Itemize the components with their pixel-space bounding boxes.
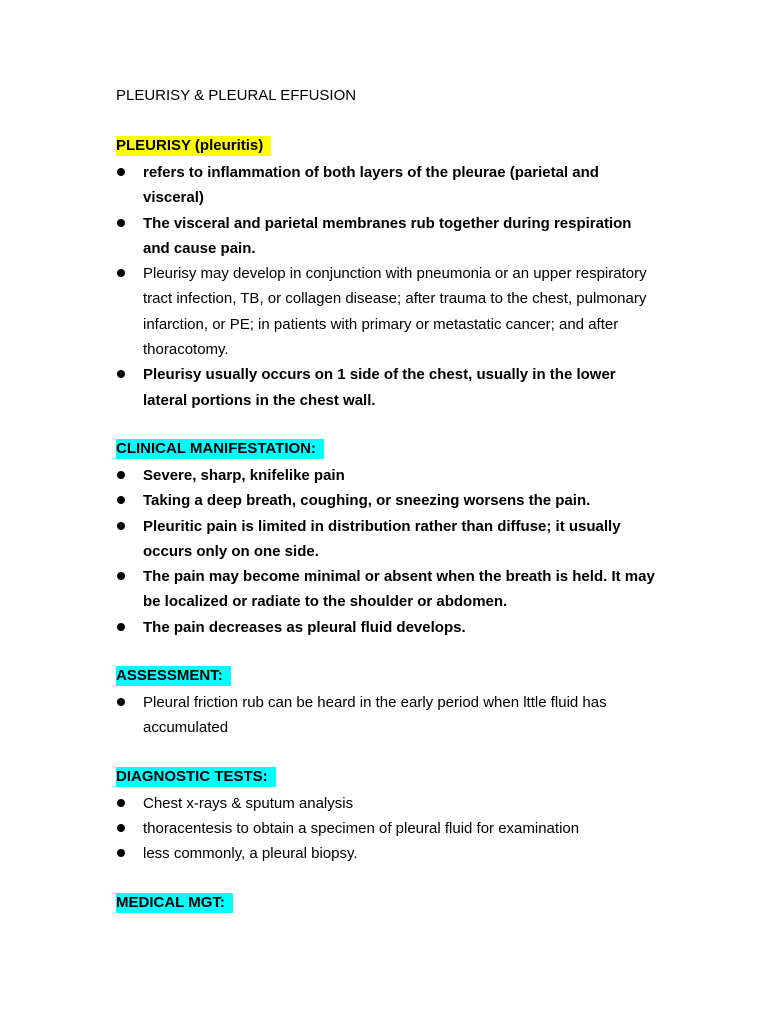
section [116,767,658,867]
list-item [116,791,658,816]
bullet-text: less commonly, a pleural biopsy. [143,845,358,863]
list-item [116,160,658,211]
bullet-icon [117,471,125,479]
document-body [116,136,658,917]
bullet-icon [117,219,125,227]
section [116,439,658,640]
bullet-icon [117,623,125,631]
list-item [116,690,658,741]
bullet-icon [117,496,125,504]
section [116,893,658,917]
list-item [116,841,658,866]
bullet-icon [117,370,125,378]
bullet-text: Pleural friction rub can be heard in the early period when lttle fluid has accumulated [143,694,607,737]
section-heading: DIAGNOSTIC TESTS: [116,767,276,787]
section-heading: CLINICAL MANIFESTATION: [116,439,324,459]
bullet-icon [117,522,125,530]
bullet-text: Pleuritic pain is limited in distribution rather than diffuse; it usually occurs only on one side. [143,517,621,560]
bullet-icon [117,168,125,176]
list-item [116,514,658,565]
bullet-icon [117,572,125,580]
bullet-list [116,463,658,640]
list-item [116,564,658,615]
list-item [116,615,658,640]
bullet-icon [117,849,125,857]
list-item [116,261,658,362]
list-item [116,488,658,513]
section [116,666,658,741]
document-title: PLEURISY & PLEURAL EFFUSION [116,87,357,104]
bullet-icon [117,824,125,832]
section-heading: ASSESSMENT: [116,666,231,686]
section [116,136,658,413]
list-item [116,362,658,413]
list-item [116,211,658,262]
bullet-text: The pain decreases as pleural fluid develops. [143,618,466,636]
bullet-text: thoracentesis to obtain a specimen of pleural fluid for examination [143,819,580,837]
bullet-text: Pleurisy usually occurs on 1 side of the chest, usually in the lower lateral portions in the chest wall. [143,366,616,409]
list-item [116,463,658,488]
bullet-text: Chest x-rays & sputum analysis [143,794,354,812]
bullet-list [116,690,658,741]
bullet-text: Severe, sharp, knifelike pain [143,466,345,484]
bullet-text: Pleurisy may develop in conjunction with pneumonia or an upper respiratory tract infection, TB, or collagen disease; after trauma to the chest, pulmonary infarction, or PE; in patients with primary or metastatic cancer; and after thoracotomy. [143,265,647,359]
bullet-list [116,791,658,867]
bullet-text: The visceral and parietal membranes rub together during respiration and cause pain. [143,214,632,257]
bullet-list [116,160,658,413]
section-heading: MEDICAL MGT: [116,893,233,913]
bullet-icon [117,698,125,706]
section-heading: PLEURISY (pleuritis) [116,136,271,156]
bullet-text: refers to inflammation of both layers of the pleurae (parietal and visceral) [143,164,599,207]
bullet-text: Taking a deep breath, coughing, or sneezing worsens the pain. [143,492,591,510]
bullet-icon [117,269,125,277]
bullet-text: The pain may become minimal or absent when the breath is held. It may be localized or radiate to the shoulder or abdomen. [143,568,655,611]
list-item [116,816,658,841]
bullet-icon [117,799,125,807]
